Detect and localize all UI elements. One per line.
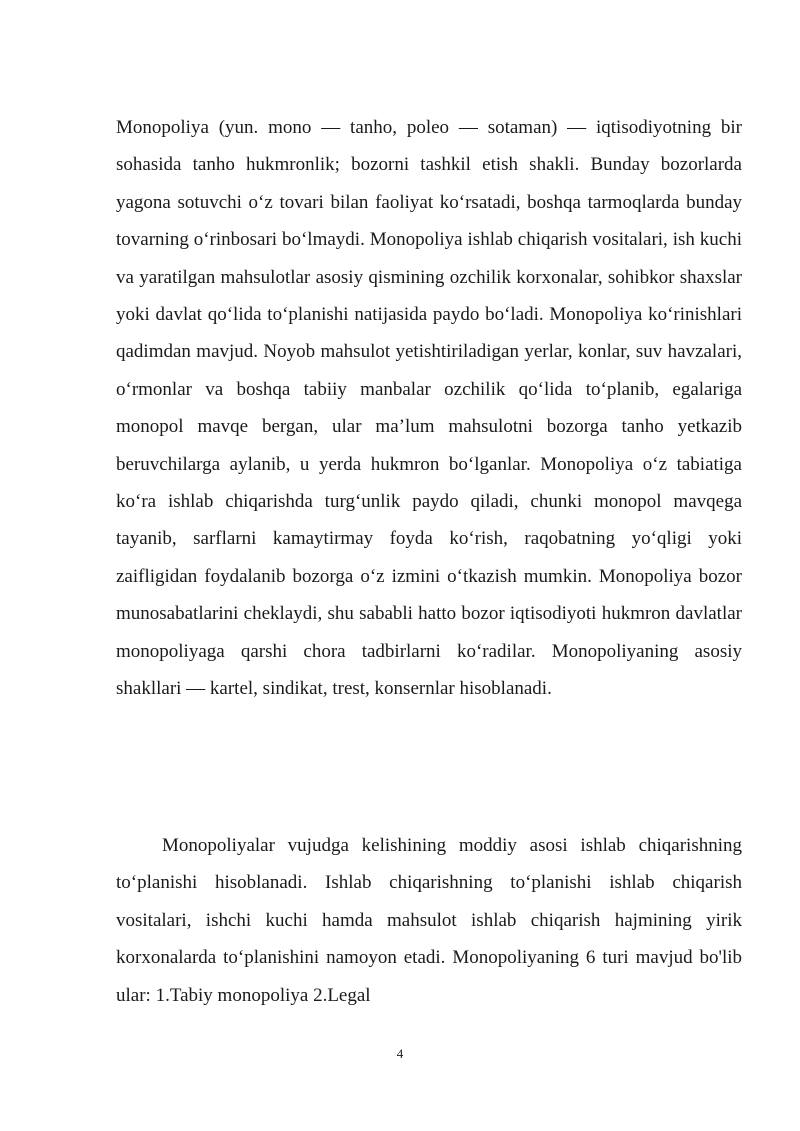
paragraph-monopoly-basis: Monopoliyalar vujudga kelishining moddiy asosi ishlab chiqarishning toʻplanishi hisoblanadi. Ishlab chiqarishning toʻplanishi ishlab chiqarish vositalari, ishchi kuchi hamda mahsulot ishlab chiqarish hajmining yirik korxonalarda toʻplanishini namoyon etadi. Monopoliyaning 6 turi mavjud bo'lib ular: 1.Tabiy monopoliya 2.Legal	[116, 835, 742, 1006]
paragraph-monopoly-definition: Monopoliya (yun. mono — tanho, poleo — sotaman) — iqtisodiyotning bir sohasida tanho hukmronlik; bozorni tashkil etish shakli. Bunday bozorlarda yagona sotuvchi oʻz tovari bilan faoliyat koʻrsatadi, boshqa tarmoqlarda bunday tovarning oʻrinbosari boʻlmaydi. Monopoliya ishlab chiqarish vositalari, ish kuchi va yaratilgan mahsulotlar asosiy qismining ozchilik korxonalar, sohibkor shaxslar yoki davlat qoʻlida toʻplanishi natijasida paydo boʻladi. Monopoliya koʻrinishlari qadimdan mavjud. Noyob mahsulot yetishtiriladigan yerlar, konlar, suv havzalari, oʻrmonlar va boshqa tabiiy manbalar ozchilik qoʻlida toʻplanib, egalariga monopol mavqe bergan, ular ma’lum mahsulotni bozorga tanho yetkazib beruvchilarga aylanib, u yerda hukmron boʻlganlar. Monopoliya oʻz tabiatiga koʻra ishlab chiqarishda turgʻunlik paydo qiladi, chunki monopol mavqega tayanib, sarflarni kamaytirmay foyda koʻrish, raqobatning yoʻqligi yoki zaifligidan foydalanib bozorga oʻz izmini oʻtkazish mumkin. Monopoliya bozor munosabatlarini cheklaydi, shu sababli hatto bozor iqtisodiyoti hukmron davlatlar monopoliyaga qarshi chora tadbirlarni koʻradilar. Monopoliyaning asosiy shakllari — kartel, sindikat, trest, konsernlar hisoblanadi.	[116, 117, 742, 700]
page-number: 4	[396, 1046, 404, 1061]
